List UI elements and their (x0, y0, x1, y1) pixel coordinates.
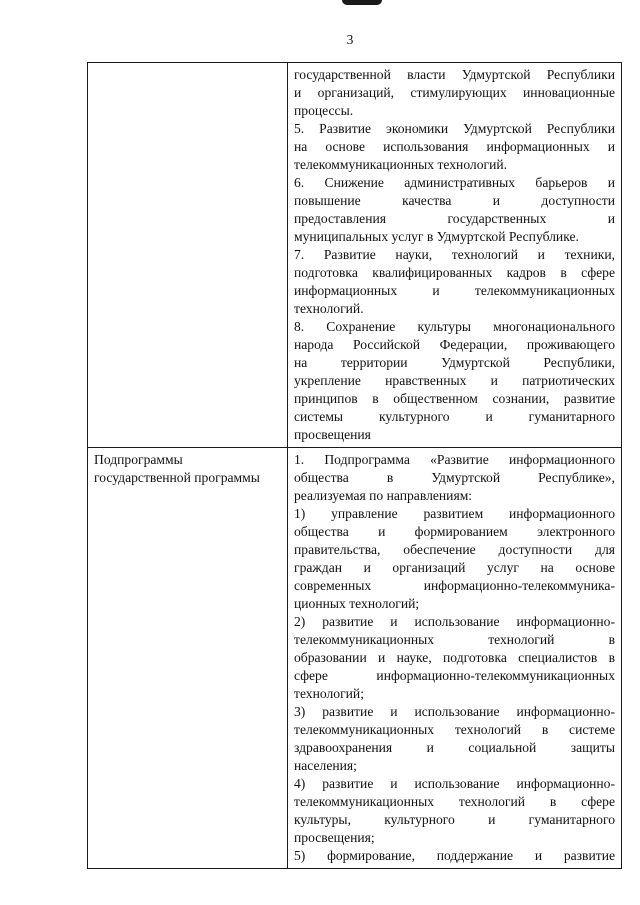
content-line: телекоммуникационных технологий в (294, 632, 615, 647)
content-line: технологий; (294, 686, 364, 701)
content-line: муниципальных услуг в Удмуртской Республике. (294, 229, 579, 244)
content-line: населения; (294, 758, 357, 773)
content-line: 6. Снижение административных барьеров и (294, 175, 615, 190)
content-line: граждан и организаций услуг на основе (294, 560, 615, 575)
row-label-cell (88, 448, 288, 869)
content-line: культуры, культурного и гуманитарного (294, 812, 615, 827)
content-line: предоставления государственных и (294, 211, 615, 226)
content-line: 7. Развитие науки, технологий и техники, (294, 247, 615, 262)
content-line: здравоохранения и социальной защиты (294, 740, 615, 755)
content-line: общества и формированием электронного (294, 524, 615, 539)
content-line: технологий. (294, 301, 364, 316)
content-line: общества в Удмуртской Республике», (294, 470, 615, 485)
content-line: принципов в общественном сознании, развитие (294, 391, 615, 406)
content-line: ционных технологий; (294, 596, 420, 611)
content-line: на основе использования информационных и (294, 139, 615, 154)
content-line: и организаций, стимулирующих инновационные (294, 85, 615, 100)
content-line: просвещения; (294, 830, 375, 845)
content-line: телекоммуникационных технологий в сфере (294, 794, 615, 809)
content-line: сфере информационно-телекоммуникационных (294, 668, 615, 683)
content-line: образовании и науке, подготовка специалистов в (294, 650, 615, 665)
content-line: 1) управление развитием информационного (294, 506, 615, 521)
content-line: просвещения (294, 427, 371, 442)
content-line: 4) развитие и использование информационно- (294, 776, 615, 791)
content-line: подготовка квалифицированных кадров в сфере (294, 265, 615, 280)
row-label-line: государственной программы (94, 470, 260, 485)
content-line: 5. Развитие экономики Удмуртской Республики (294, 121, 615, 136)
program-passport-table (87, 62, 622, 869)
table-row (88, 448, 622, 869)
content-line: на территории Удмуртской Республики, (294, 355, 615, 370)
content-line: укрепление нравственных и патриотических (294, 373, 615, 388)
content-line: государственной власти Удмуртской Республики (294, 67, 615, 82)
content-line: телекоммуникационных технологий в системе (294, 722, 615, 737)
row-label-line: Подпрограммы (94, 452, 183, 467)
content-line: процессы. (294, 103, 354, 118)
content-line: 3) развитие и использование информационно- (294, 704, 615, 719)
content-line: реализуемая по направлениям: (294, 488, 473, 503)
page-number: 3 (346, 32, 354, 47)
content-line: повышение качества и доступности (294, 193, 615, 208)
row-content-cell (288, 63, 622, 448)
row-content-cell (288, 448, 622, 869)
content-line: системы культурного и гуманитарного (294, 409, 615, 424)
content-line: 8. Сохранение культуры многонационального (294, 319, 615, 334)
content-line: правительства, обеспечение доступности для (294, 542, 615, 557)
content-line: информационных и телекоммуникационных (294, 283, 615, 298)
content-line: 5) формирование, поддержание и развитие (294, 848, 615, 863)
content-line: 2) развитие и использование информационно- (294, 614, 615, 629)
content-line: телекоммуникационных технологий. (294, 157, 508, 172)
content-line: народа Российской Федерации, проживающего (294, 337, 615, 352)
table-row (88, 63, 622, 448)
top-scan-mark (342, 0, 382, 5)
content-line: современных информационно-телекоммуника- (294, 578, 615, 593)
row-label-cell (88, 63, 288, 448)
content-line: 1. Подпрограмма «Развитие информационного (294, 452, 615, 467)
